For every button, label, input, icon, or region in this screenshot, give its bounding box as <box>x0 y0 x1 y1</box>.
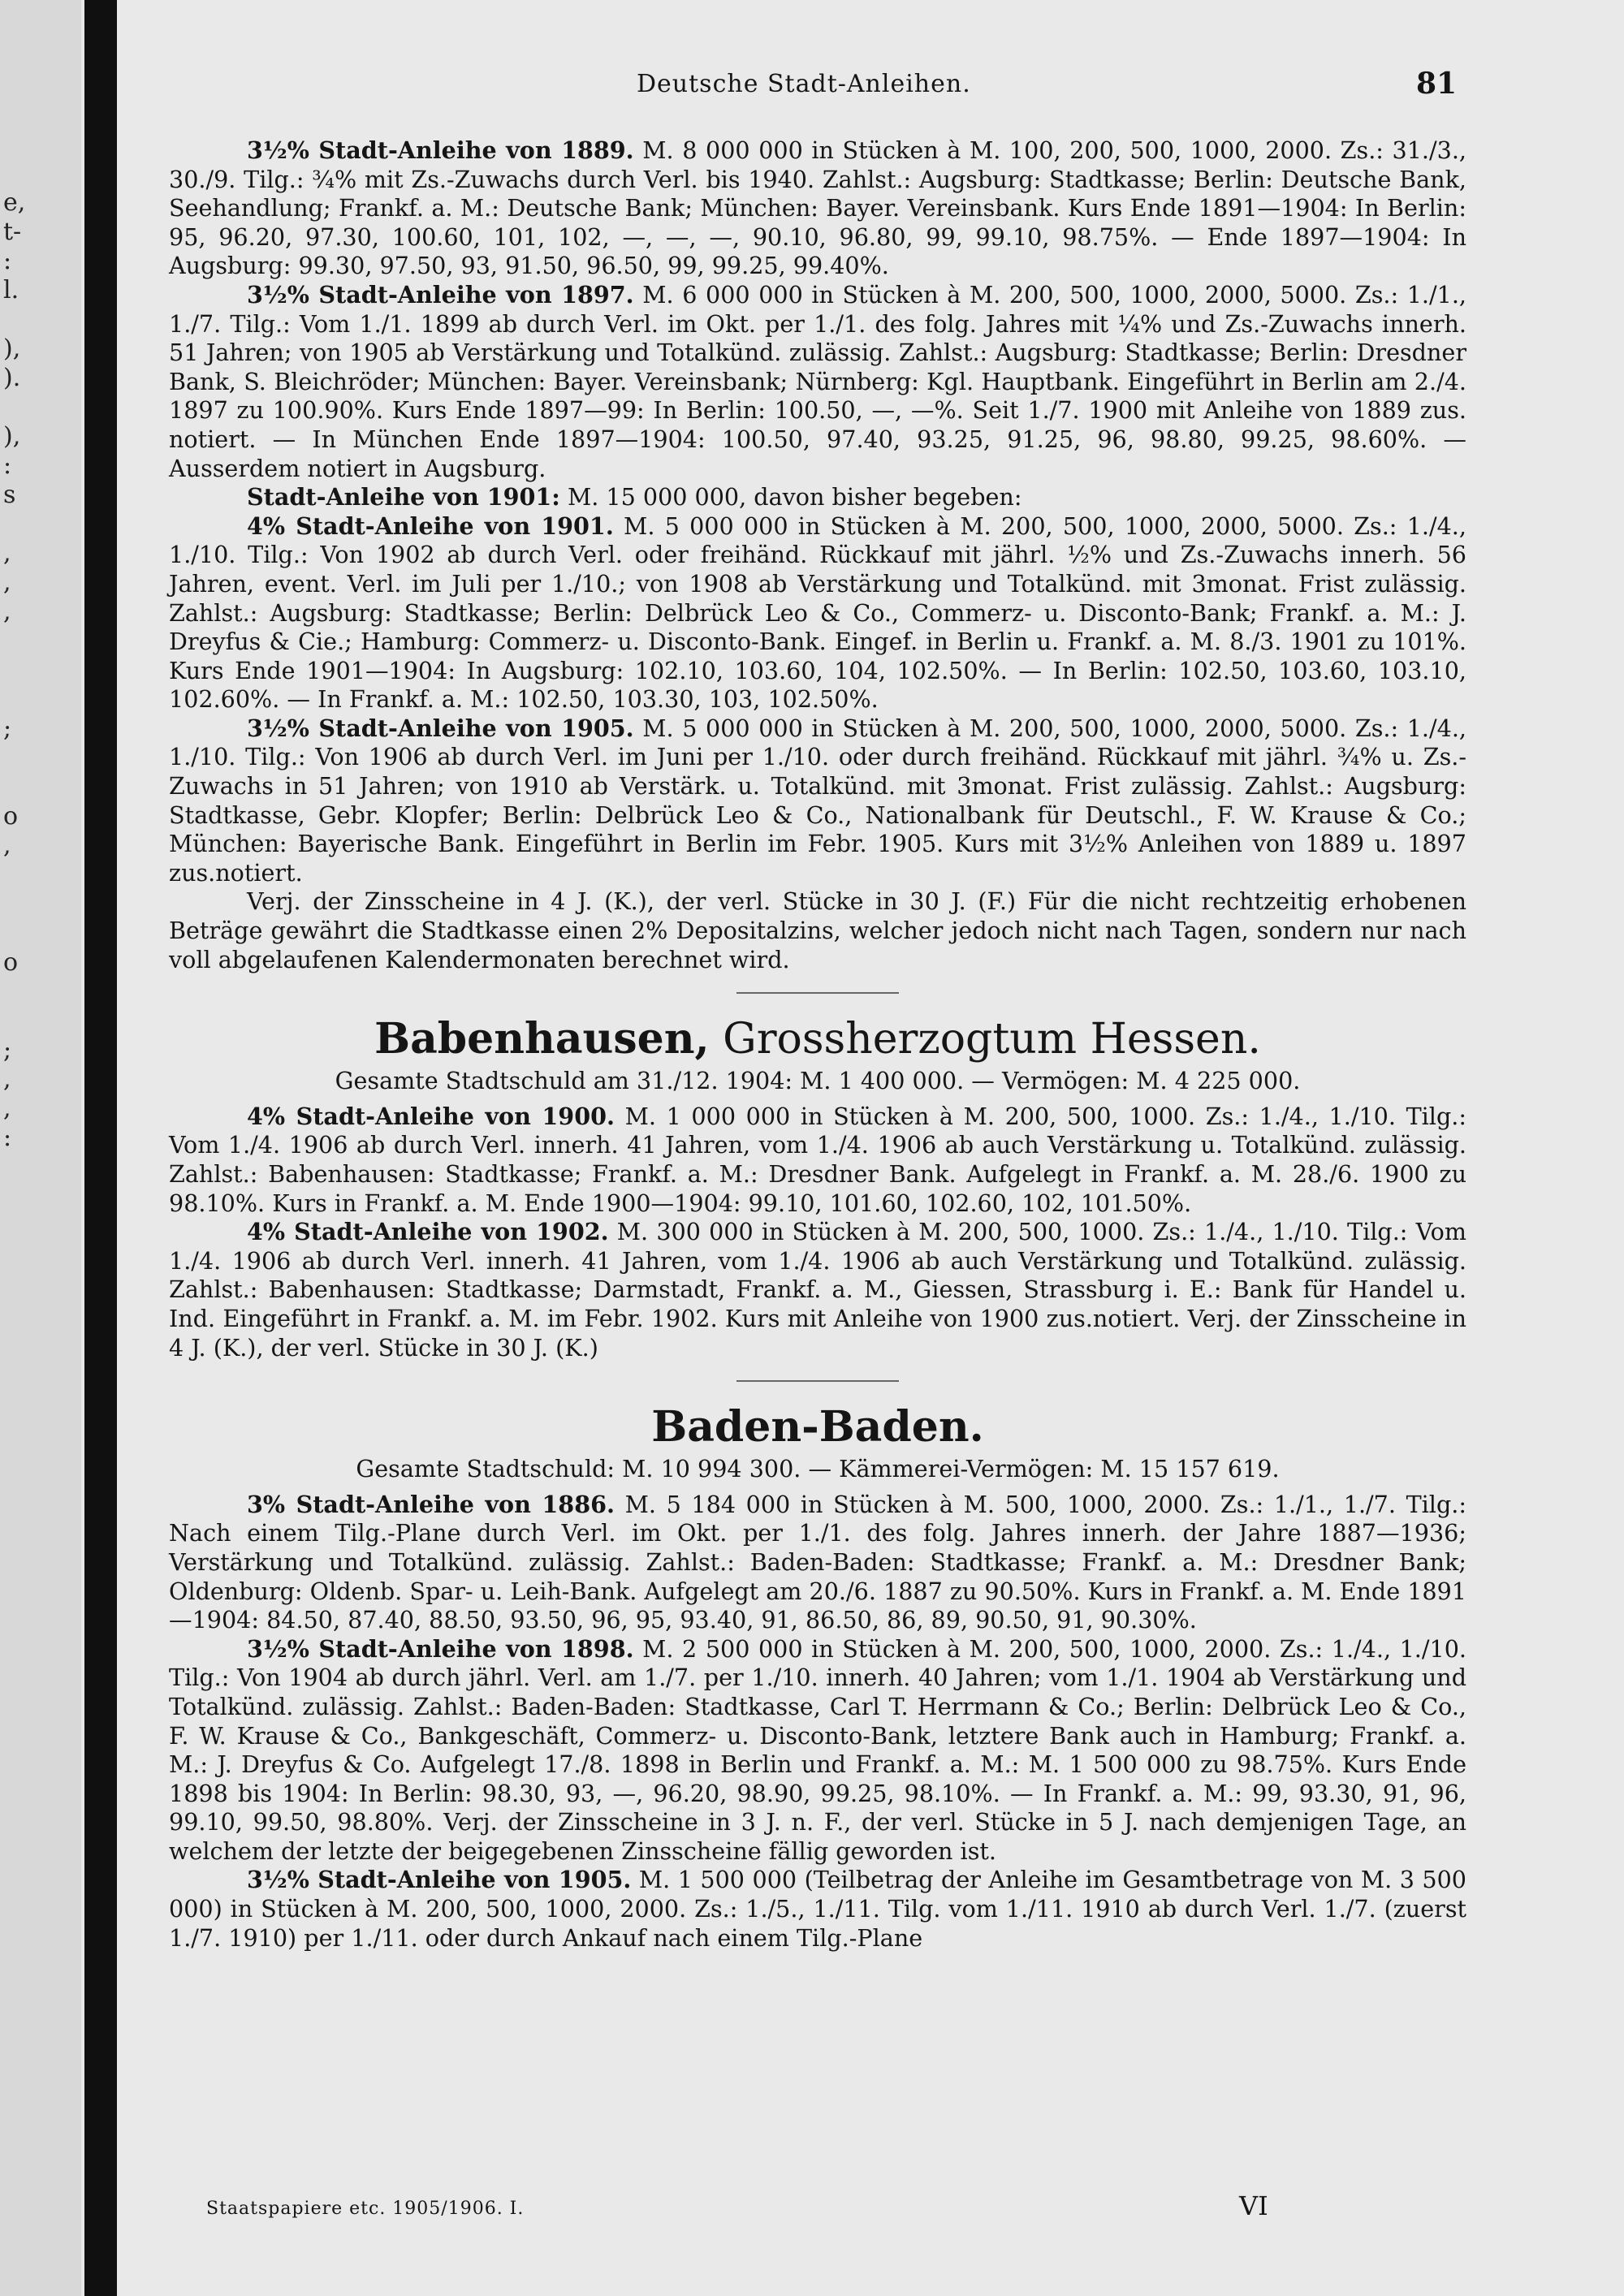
bond-entry <box>169 1103 1466 1218</box>
bond-details: M. 2 500 000 in Stücken à M. 200, 500, 1000, 2000. Zs.: 1./4., 1./10. Tilg.: Von 1904 ab durch jährl. Verl. am 1./7. per 1./10. innerh. 40 Jahren; vom 1./1. 1904 ab Verstärkung und Totalkünd. zulässig. Zahlst.: Baden-Baden: Stadtkasse, Carl T. Herrmann & Co.; Berlin: Delbrück Leo & Co., F. W. Krause & Co., Bankgeschäft, Commerz- u. Disconto-Bank, letztere Bank auch in Hamburg; Frankf. a. M.: J. Dreyfus & Co. Aufgelegt 17./8. 1898 in Berlin und Frankf. a. M.: M. 1 500 000 zu 98.75%. Kurs Ende 1898 bis 1904: In Berlin: 98.30, 93, —, 96.20, 98.90, 99.25, 98.10%. — In Frankf. a. M.: 99, 93.30, 91, 96, 99.10, 99.50, 98.80%. Verj. der Zinsscheine in 3 J. n. F., der verl. Stücke in 5 J. nach demjenigen Tage, an welchem der letzte der beigegebenen Zinsscheine fällig geworden ist. <box>169 1634 1466 1865</box>
section-divider <box>736 1380 899 1382</box>
bond-entry <box>169 483 1466 512</box>
bond-entry <box>169 1491 1466 1635</box>
city-debt-summary: Gesamte Stadtschuld: M. 10 994 300. — Kämmerei-Vermögen: M. 15 157 619. <box>356 1455 1280 1483</box>
city-debt-summary: Gesamte Stadtschuld am 31./12. 1904: M. 1 400 000. — Vermögen: M. 4 225 000. <box>335 1067 1301 1095</box>
bond-entry <box>169 136 1466 281</box>
bond-details: M. 15 000 000, davon bisher begeben: <box>559 483 1022 511</box>
bond-details: M. 1 500 000 (Teilbetrag der Anleihe im Gesamtbetrage von M. 3 500 000) in Stücken à M. 200, 500, 1000, 2000. Zs.: 1./5., 1./11. Tilg. vom 1./11. 1910 ab durch Verl. 1./7. (zuerst 1./7. 1910) per 1./11. oder durch Ankauf nach einem Tilg.-Plane <box>169 1866 1466 1952</box>
city-region: Grossherzogtum Hessen. <box>709 1015 1261 1064</box>
bond-title: 3½% Stadt-Anleihe von 1898. <box>247 1634 634 1663</box>
bond-entry <box>169 1218 1466 1362</box>
running-title: Deutsche Stadt-Anleihen. <box>637 70 971 98</box>
bond-title: 3½% Stadt-Anleihe von 1889. <box>247 136 634 164</box>
bond-entry <box>169 512 1466 714</box>
bond-title: 3½% Stadt-Anleihe von 1905. <box>247 714 634 742</box>
margin-fragment: o <box>3 948 19 977</box>
city-heading <box>169 1015 1466 1064</box>
page-number: 81 <box>1416 67 1458 101</box>
bond-details: M. 5 184 000 in Stücken à M. 500, 1000, 2000. Zs.: 1./1., 1./7. Tilg.: Nach einem Tilg.-Plane durch Verl. im Okt. per 1./1. des folg. Jahres innerh. der Jahre 1887—1936; Verstärkung und Totalkünd. zulässig. Zahlst.: Baden-Baden: Stadtkasse; Frankf. a. M.: Dresdner Bank; Oldenburg: Oldenb. Spar- u. Leih-Bank. Aufgelegt am 20./6. 1887 zu 90.50%. Kurs in Frankf. a. M. Ende 1891—1904: 84.50, 87.40, 88.50, 93.50, 96, 95, 93.40, 91, 86.50, 86, 89, 90.50, 91, 90.30%. <box>169 1490 1466 1634</box>
city-name: Babenhausen, <box>374 1014 710 1064</box>
bond-title: 4% Stadt-Anleihe von 1901. <box>247 511 614 540</box>
margin-fragment: , <box>3 831 11 860</box>
margin-fragment: , <box>3 539 11 568</box>
bond-details: Verj. der Zinsscheine in 4 J. (K.), der verl. Stücke in 30 J. (F.) Für die nicht rechtzeitig erhobenen Beträge gewährt die Stadtkasse einen 2% Depositalzins, welcher jedoch nicht nach Tagen, sondern nur nach voll abgelaufenen Kalendermonaten berechnet wird. <box>169 887 1466 973</box>
margin-fragment: ; <box>3 1036 12 1064</box>
margin-fragment: , <box>3 1065 11 1094</box>
bond-title: Stadt-Anleihe von 1901: <box>247 483 560 511</box>
bond-details: M. 6 000 000 in Stücken à M. 200, 500, 1000, 2000, 5000. Zs.: 1./1., 1./7. Tilg.: Vom 1./1. 1899 ab durch Verl. im Okt. per 1./1. des folg. Jahres mit ¼% und Zs.-Zuwachs innerh. 51 Jahren; von 1905 ab Verstärkung und Totalkünd. zulässig. Zahlst.: Augsburg: Stadtkasse; Berlin: Dresdner Bank, S. Bleichröder; München: Bayer. Vereinsbank; Nürnberg: Kgl. Hauptbank. Eingeführt in Berlin am 2./4. 1897 zu 100.90%. Kurs Ende 1897—99: In Berlin: 100.50, —, —%. Seit 1./7. 1900 mit Anleihe von 1889 zus. notiert. — In München Ende 1897—1904: 100.50, 97.40, 93.25, 91.25, 96, 98.80, 99.25, 98.60%. — Ausserdem notiert in Augsburg. <box>169 280 1467 482</box>
footer-imprint: Staatspapiere etc. 1905/1906. I. <box>206 2199 525 2219</box>
margin-fragment: ), <box>3 422 21 451</box>
margin-fragment: : <box>3 1124 12 1152</box>
city-heading <box>169 1403 1466 1452</box>
margin-fragment: o <box>3 802 19 831</box>
bond-details: M. 5 000 000 in Stücken à M. 200, 500, 1000, 2000, 5000. Zs.: 1./4., 1./10. Tilg.: Von 1906 ab durch Verl. im Juni per 1./10. oder durch freihänd. Rückkauf mit jährl. ¾% u. Zs.-Zuwachs in 51 Jahren; von 1910 ab Verstärk. u. Totalkünd. mit 3monat. Frist zulässig. Zahlst.: Augsburg: Stadtkasse, Gebr. Klopfer; Berlin: Delbrück Leo & Co., Nationalbank für Deutschl., F. W. Krause & Co.; München: Bayerische Bank. Eingeführt in Berlin im Febr. 1905. Kurs mit 3½% Anleihen von 1889 u. 1897 zus.notiert. <box>169 714 1467 887</box>
book-gutter <box>84 0 117 2296</box>
bond-entry <box>169 714 1466 888</box>
margin-fragment: e, <box>3 188 26 217</box>
bond-title: 4% Stadt-Anleihe von 1902. <box>247 1218 609 1246</box>
section-divider <box>736 992 899 994</box>
page <box>117 0 1624 2296</box>
bond-entry <box>169 281 1466 483</box>
bond-title: 3½% Stadt-Anleihe von 1905. <box>247 1866 632 1894</box>
bond-entry <box>169 1866 1466 1953</box>
bond-title: 3% Stadt-Anleihe von 1886. <box>247 1490 615 1518</box>
previous-page-margin <box>0 0 81 2296</box>
bond-details: M. 5 000 000 in Stücken à M. 200, 500, 1000, 2000, 5000. Zs.: 1./4., 1./10. Tilg.: Von 1902 ab durch Verl. oder freihänd. Rückkauf mit jährl. ½% und Zs.-Zuwachs innerh. 56 Jahren, event. Verl. im Juli per 1./10.; von 1908 ab Verstärkung und Totalkünd. mit 3monat. Frist zulässig. Zahlst.: Augsburg: Stadtkasse; Berlin: Delbrück Leo & Co., Commerz- u. Disconto-Bank; Frankf. a. M.: J. Dreyfus & Cie.; Hamburg: Commerz- u. Disconto-Bank. Eingef. in Berlin u. Frankf. a. M. 8./3. 1901 zu 101%. Kurs Ende 1901—1904: In Augsburg: 102.10, 103.60, 104, 102.50%. — In Berlin: 102.50, 103.60, 103.10, 102.60%. — In Frankf. a. M.: 102.50, 103.30, 103, 102.50%. <box>169 511 1466 714</box>
margin-fragment: ; <box>3 714 12 743</box>
footer-signature: VI <box>1239 2190 1268 2221</box>
margin-fragment: : <box>3 247 12 275</box>
margin-fragment: , <box>3 1094 11 1123</box>
margin-fragment: t- <box>3 218 22 246</box>
bond-entry <box>169 1635 1466 1867</box>
bond-title: 4% Stadt-Anleihe von 1900. <box>247 1102 615 1130</box>
bond-details: M. 8 000 000 in Stücken à M. 100, 200, 500, 1000, 2000. Zs.: 31./3., 30./9. Tilg.: ¾% mit Zs.-Zuwachs durch Verl. bis 1940. Zahlst.: Augsburg: Stadtkasse; Berlin: Deutsche Bank, Seehandlung; Frankf. a. M.: Deutsche Bank; München: Bayer. Vereinsbank. Kurs Ende 1891—1904: In Berlin: 95, 96.20, 97.30, 100.60, 101, 102, —, —, —, 90.10, 96.80, 99, 99.10, 98.75%. — Ende 1897—1904: In Augsburg: 99.30, 97.50, 93, 91.50, 96.50, 99, 99.25, 99.40%. <box>169 136 1467 280</box>
margin-fragment: ). <box>3 364 21 392</box>
bond-title: 3½% Stadt-Anleihe von 1897. <box>247 280 634 309</box>
margin-fragment: l. <box>3 276 19 304</box>
margin-fragment: , <box>3 598 11 626</box>
margin-fragment: : <box>3 451 12 480</box>
margin-fragment: s <box>3 481 16 509</box>
bond-note <box>169 887 1466 974</box>
city-name: Baden-Baden. <box>651 1402 984 1452</box>
bond-details: M. 1 000 000 in Stücken à M. 200, 500, 1000. Zs.: 1./4., 1./10. Tilg.: Vom 1./4. 1906 ab durch Verl. innerh. 41 Jahren, vom 1./4. 1906 ab auch Verstärkung u. Totalkünd. zulässig. Zahlst.: Babenhausen: Stadtkasse; Frankf. a. M.: Dresdner Bank. Aufgelegt in Frankf. a. M. 28./6. 1900 zu 98.10%. Kurs in Frankf. a. M. Ende 1900—1904: 99.10, 101.60, 102.60, 102, 101.50%. <box>169 1102 1466 1217</box>
page-body <box>169 136 1466 1953</box>
margin-fragment: ), <box>3 334 21 363</box>
bond-details: M. 300 000 in Stücken à M. 200, 500, 1000. Zs.: 1./4., 1./10. Tilg.: Vom 1./4. 1906 ab durch Verl. innerh. 41 Jahren, vom 1./4. 1906 ab auch Verstärkung und Totalkünd. zulässig. Zahlst.: Babenhausen: Stadtkasse; Darmstadt, Frankf. a. M., Giessen, Strassburg i. E.: Bank für Handel u. Ind. Eingeführt in Frankf. a. M. im Febr. 1902. Kurs mit Anleihe von 1900 zus.notiert. Verj. der Zinsscheine in 4 J. (K.), der verl. Stücke in 30 J. (K.) <box>169 1218 1466 1362</box>
margin-fragment: , <box>3 568 11 597</box>
